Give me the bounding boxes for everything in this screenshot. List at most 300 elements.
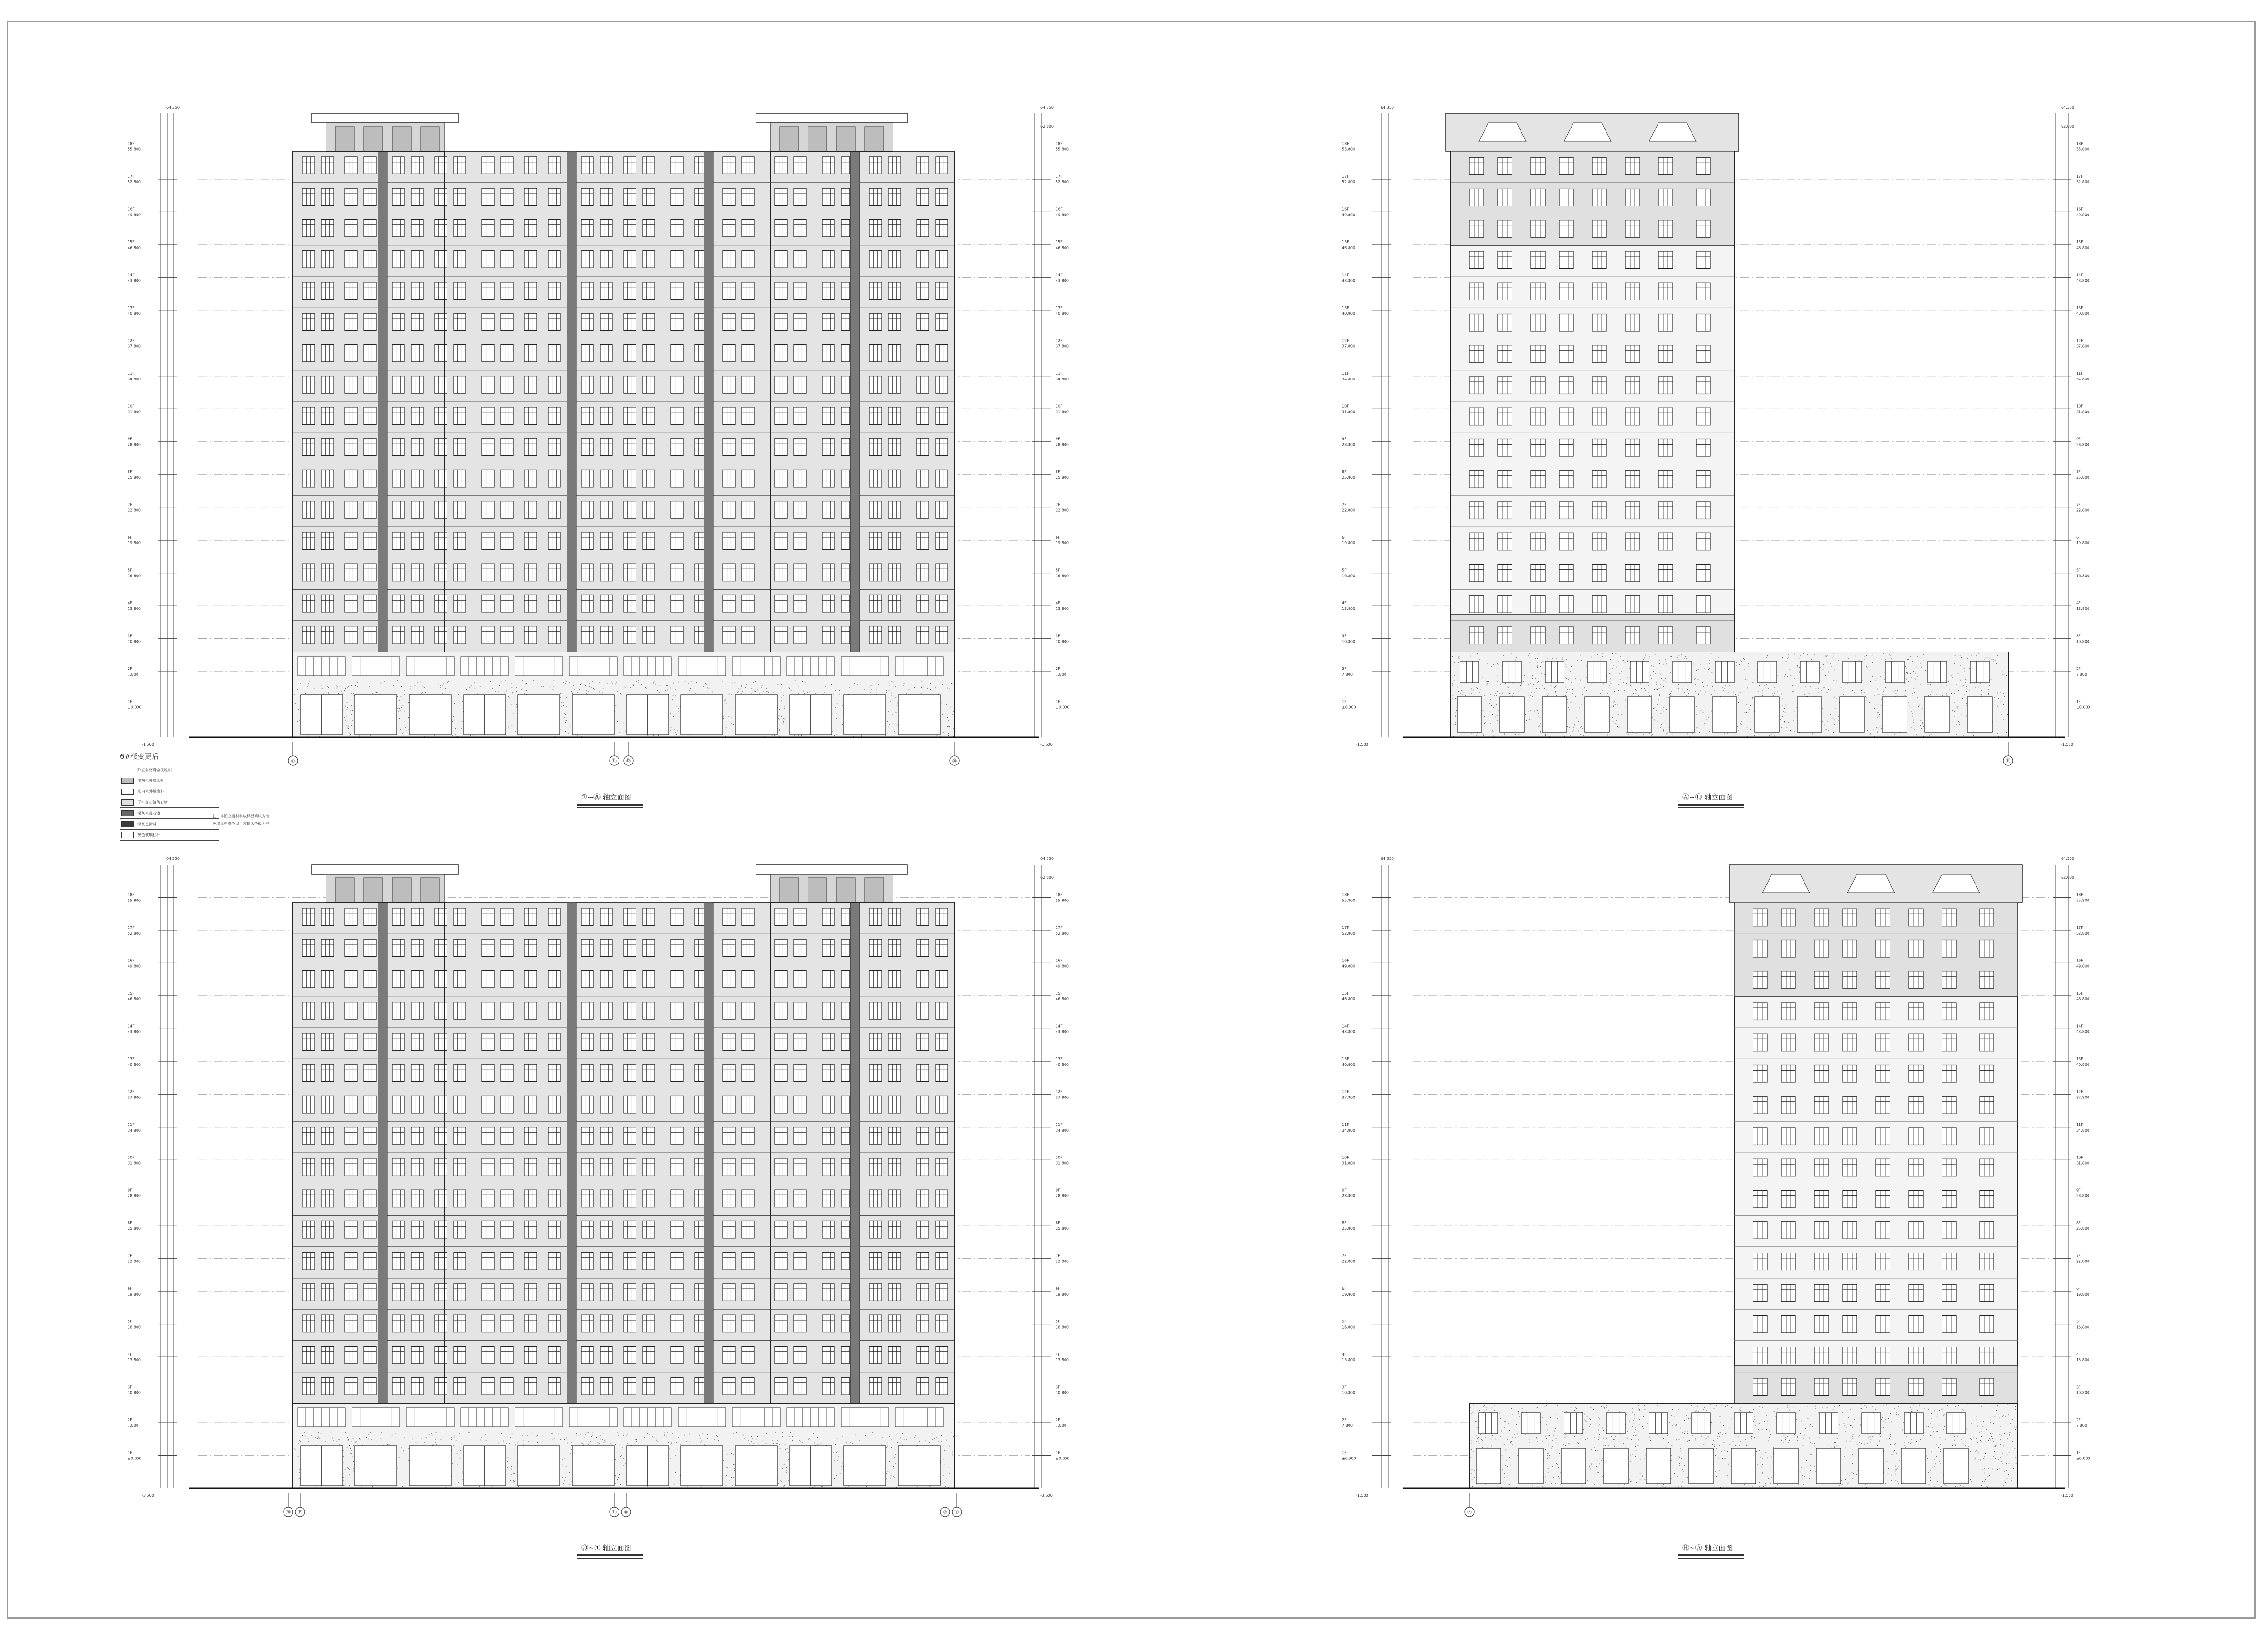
elevation-label: 10.800 (1056, 1390, 1069, 1395)
window (1531, 439, 1545, 456)
floor-label: 2F (1342, 667, 1347, 671)
window (1658, 408, 1673, 425)
window (869, 1221, 882, 1238)
window (869, 1064, 882, 1081)
window (1498, 314, 1512, 331)
window (723, 1096, 735, 1113)
window (624, 532, 636, 549)
elevation-label: 43.800 (2076, 278, 2089, 283)
elevation-label: 7.800 (1056, 672, 1066, 677)
window (794, 501, 806, 518)
window (869, 282, 882, 299)
window (1625, 439, 1640, 456)
elevation-label: 52.800 (1056, 180, 1069, 184)
elevation-label: 52.800 (2076, 180, 2089, 184)
window (548, 219, 560, 236)
window (1469, 439, 1484, 456)
floor-label: 13F (1056, 305, 1063, 310)
window (302, 313, 315, 330)
window (775, 407, 787, 424)
elevation-label: 62.000 (1040, 875, 1054, 880)
window (501, 1221, 513, 1238)
floor-label: 10F (1056, 1155, 1063, 1160)
elevation-label: 49.800 (1342, 964, 1355, 969)
window (822, 1096, 834, 1113)
window (643, 1315, 655, 1332)
window (454, 438, 466, 455)
window (524, 219, 537, 236)
elevation-label: 22.800 (128, 1259, 141, 1264)
caption-a-text: 轴立面图 (602, 793, 631, 801)
window (742, 595, 754, 612)
window (345, 344, 357, 361)
window (624, 251, 636, 268)
window (723, 313, 735, 330)
window (671, 1346, 683, 1363)
window (936, 595, 948, 612)
window (548, 1127, 560, 1144)
floor-label: 14F (1342, 1024, 1349, 1029)
floor-label: 17F (1056, 925, 1063, 930)
window (501, 219, 513, 236)
window (321, 1002, 334, 1019)
window (671, 1190, 683, 1207)
window (600, 1284, 612, 1301)
window (671, 908, 683, 925)
floor-label: 3F (1056, 634, 1060, 638)
window (501, 1253, 513, 1270)
floor-label: 3F (1056, 1385, 1060, 1390)
window (600, 1346, 612, 1363)
window (392, 1190, 404, 1207)
window (723, 1190, 735, 1207)
window (302, 1315, 315, 1332)
window (794, 219, 806, 236)
window (524, 470, 537, 487)
window (936, 470, 948, 487)
window (600, 376, 612, 393)
window (888, 282, 901, 299)
window (723, 251, 735, 268)
window (364, 1346, 376, 1363)
window (936, 188, 948, 205)
window (600, 1221, 612, 1238)
caption-b-suffix: Ⓗ (1695, 793, 1702, 801)
window (1658, 471, 1673, 488)
window (321, 344, 334, 361)
window (345, 313, 357, 330)
window (411, 1315, 423, 1332)
window (482, 1002, 494, 1019)
window (302, 438, 315, 455)
window (435, 1378, 447, 1395)
window (794, 1378, 806, 1395)
window (775, 1284, 787, 1301)
window (1498, 408, 1512, 425)
floor-label: 4F (1056, 1352, 1060, 1357)
window (1696, 439, 1710, 456)
window (548, 251, 560, 268)
window (581, 908, 593, 925)
window (345, 1096, 357, 1113)
window (671, 626, 683, 644)
floor-label: 3F (1342, 634, 1347, 638)
window (548, 1033, 560, 1050)
window (1592, 533, 1606, 550)
window (888, 1064, 901, 1081)
window (1625, 220, 1640, 237)
window (624, 470, 636, 487)
floor-label: 2F (1056, 667, 1060, 671)
floor-label: 11F (128, 1122, 135, 1127)
window (1460, 661, 1479, 683)
window (936, 970, 948, 987)
window (742, 626, 754, 644)
window (1498, 596, 1512, 613)
elevation-label: 46.800 (2076, 245, 2089, 250)
caption-b-text: 轴立面图 (1704, 793, 1733, 801)
ground-opening (1627, 697, 1652, 732)
window (775, 532, 787, 549)
window (435, 344, 447, 361)
window (524, 1033, 537, 1050)
elevation-label: 22.800 (1056, 1259, 1069, 1264)
window (775, 1315, 787, 1332)
floor-label: 7F (128, 1253, 132, 1258)
window (364, 1284, 376, 1301)
window (581, 1346, 593, 1363)
window (671, 1033, 683, 1050)
window (1559, 220, 1573, 237)
window (345, 1002, 357, 1019)
window (822, 1346, 834, 1363)
window (624, 970, 636, 987)
window (454, 970, 466, 987)
window (624, 564, 636, 581)
window (392, 564, 404, 581)
window (411, 470, 423, 487)
window (482, 376, 494, 393)
window (321, 376, 334, 393)
window (794, 1190, 806, 1207)
floor-label: 9F (1056, 437, 1060, 441)
window (454, 219, 466, 236)
floor-label: 1F (1056, 1450, 1060, 1455)
window (581, 1315, 593, 1332)
window (723, 939, 735, 956)
window (524, 344, 537, 361)
window (321, 939, 334, 956)
elevation-label: 19.800 (2076, 541, 2089, 546)
floor-label: 5F (1056, 568, 1060, 573)
window (917, 344, 929, 361)
window (321, 501, 334, 518)
window (482, 532, 494, 549)
window (1696, 157, 1710, 174)
window (581, 470, 593, 487)
window (345, 970, 357, 987)
floor-label: 11F (2076, 371, 2083, 376)
window (1531, 283, 1545, 300)
window (524, 1221, 537, 1238)
pier (704, 151, 713, 652)
window (671, 1127, 683, 1144)
window (1696, 565, 1710, 582)
window (1531, 157, 1545, 174)
floor-label: 16F (1056, 207, 1063, 212)
window (411, 438, 423, 455)
window (302, 1221, 315, 1238)
window (581, 282, 593, 299)
window (548, 564, 560, 581)
elevation-label: 16.800 (128, 1325, 141, 1330)
window (1625, 408, 1640, 425)
window (888, 1378, 901, 1395)
window (822, 251, 834, 268)
window (723, 1378, 735, 1395)
window (321, 470, 334, 487)
window (742, 470, 754, 487)
window (600, 626, 612, 644)
window (364, 1064, 376, 1081)
window (302, 501, 315, 518)
window (482, 908, 494, 925)
window (454, 313, 466, 330)
window (869, 1253, 882, 1270)
window (794, 188, 806, 205)
window (917, 407, 929, 424)
window (1696, 502, 1710, 519)
window (888, 1158, 901, 1176)
window (435, 1096, 447, 1113)
window (1559, 283, 1573, 300)
window (435, 438, 447, 455)
window (822, 376, 834, 393)
window (869, 626, 882, 644)
window (936, 157, 948, 174)
floor-label: 3F (2076, 634, 2081, 638)
window (1469, 502, 1484, 519)
window (624, 344, 636, 361)
window (435, 470, 447, 487)
window (822, 595, 834, 612)
window (936, 1315, 948, 1332)
window (936, 1190, 948, 1207)
window (345, 1315, 357, 1332)
window (723, 1002, 735, 1019)
floor-label: 17F (1342, 174, 1349, 179)
window (321, 908, 334, 925)
window (501, 595, 513, 612)
window (321, 219, 334, 236)
window (822, 1190, 834, 1207)
floor-label: 1F (128, 699, 132, 704)
window (581, 626, 593, 644)
window (581, 1033, 593, 1050)
window (794, 282, 806, 299)
window (1658, 157, 1673, 174)
floor-label: 14F (128, 1024, 135, 1029)
window (643, 1253, 655, 1270)
window (888, 1253, 901, 1270)
window (888, 251, 901, 268)
window (524, 157, 537, 174)
window (775, 564, 787, 581)
window (411, 532, 423, 549)
window (1592, 502, 1606, 519)
window (917, 532, 929, 549)
window (888, 1346, 901, 1363)
window (454, 1315, 466, 1332)
window (600, 251, 612, 268)
window (742, 970, 754, 987)
window (822, 407, 834, 424)
window (600, 532, 612, 549)
floor-label: 4F (2076, 601, 2081, 606)
window (624, 1378, 636, 1395)
window (1658, 220, 1673, 237)
window (364, 313, 376, 330)
window (643, 470, 655, 487)
window (1559, 314, 1573, 331)
window (869, 939, 882, 956)
window (392, 470, 404, 487)
window (888, 313, 901, 330)
floor-label: 6F (128, 1287, 132, 1291)
window (936, 407, 948, 424)
window (869, 251, 882, 268)
window (624, 1221, 636, 1238)
caption-c-text: 轴立面图 (602, 1544, 631, 1552)
window (454, 470, 466, 487)
window (548, 157, 560, 174)
elevation-label: 16.800 (1342, 574, 1355, 578)
window (392, 532, 404, 549)
window (302, 251, 315, 268)
window (364, 1158, 376, 1176)
window (501, 344, 513, 361)
window (822, 344, 834, 361)
window (302, 1253, 315, 1270)
elevation-label: ±0.000 (2076, 705, 2090, 710)
window (548, 188, 560, 205)
window (643, 939, 655, 956)
window (936, 1378, 948, 1395)
window (581, 1221, 593, 1238)
window (321, 532, 334, 549)
floor-label: 2F (128, 667, 132, 671)
floor-label: 10F (2076, 404, 2083, 409)
floor-label: 13F (1056, 1056, 1063, 1061)
window (723, 376, 735, 393)
window (345, 1127, 357, 1144)
window (501, 438, 513, 455)
elevation-label: -1.500 (142, 742, 154, 747)
window (364, 251, 376, 268)
floor-label: 8F (1056, 1221, 1060, 1226)
window (321, 1253, 334, 1270)
window (548, 376, 560, 393)
window (524, 970, 537, 987)
window (1469, 189, 1484, 206)
window (548, 470, 560, 487)
elevation-label: 10.800 (2076, 639, 2089, 644)
window (869, 470, 882, 487)
window (742, 251, 754, 268)
window (1592, 377, 1606, 394)
elevation-label: 28.800 (2076, 442, 2089, 447)
window (775, 282, 787, 299)
window (1559, 189, 1573, 206)
elevation-label: 49.800 (1056, 964, 1069, 969)
window (1658, 189, 1673, 206)
elevation-a-drawing (113, 94, 1110, 780)
window (888, 501, 901, 518)
window (302, 157, 315, 174)
floor-label: 5F (1342, 1319, 1347, 1324)
window (454, 532, 466, 549)
window (723, 1158, 735, 1176)
window (454, 1002, 466, 1019)
ground-opening (1925, 697, 1950, 732)
window (364, 532, 376, 549)
window (1928, 661, 1947, 683)
window (794, 438, 806, 455)
window (822, 1158, 834, 1176)
floor-label: 15F (128, 991, 135, 995)
floor-label: 17F (128, 925, 135, 930)
elevation-label: 31.800 (2076, 410, 2089, 414)
elevation-label: 34.800 (1056, 377, 1069, 381)
elevation-label: 25.800 (1056, 475, 1069, 480)
elevation-label: 37.800 (1342, 1095, 1355, 1100)
floor-label: 5F (128, 1319, 132, 1324)
window (643, 157, 655, 174)
window (501, 1284, 513, 1301)
elevation-label: 37.800 (1342, 344, 1355, 349)
elevation-label: ±0.000 (1056, 1456, 1070, 1461)
window (501, 313, 513, 330)
window (869, 188, 882, 205)
window (411, 1346, 423, 1363)
window (302, 1033, 315, 1050)
window (723, 1064, 735, 1081)
window (1469, 377, 1484, 394)
window (917, 939, 929, 956)
floor-label: 11F (1056, 371, 1063, 376)
window (1658, 533, 1673, 550)
window (321, 1378, 334, 1395)
floor-label: 13F (128, 305, 135, 310)
window (794, 407, 806, 424)
window (643, 1158, 655, 1176)
window (624, 1346, 636, 1363)
window (671, 219, 683, 236)
window (345, 1284, 357, 1301)
window (822, 532, 834, 549)
window (482, 1284, 494, 1301)
ground-opening (1542, 697, 1567, 732)
window (501, 1002, 513, 1019)
window (501, 407, 513, 424)
window (364, 407, 376, 424)
window (321, 1158, 334, 1176)
elevation-label: 49.800 (128, 213, 141, 217)
window (917, 1002, 929, 1019)
elevation-label: 64.350 (166, 857, 180, 861)
window (600, 501, 612, 518)
window (671, 501, 683, 518)
